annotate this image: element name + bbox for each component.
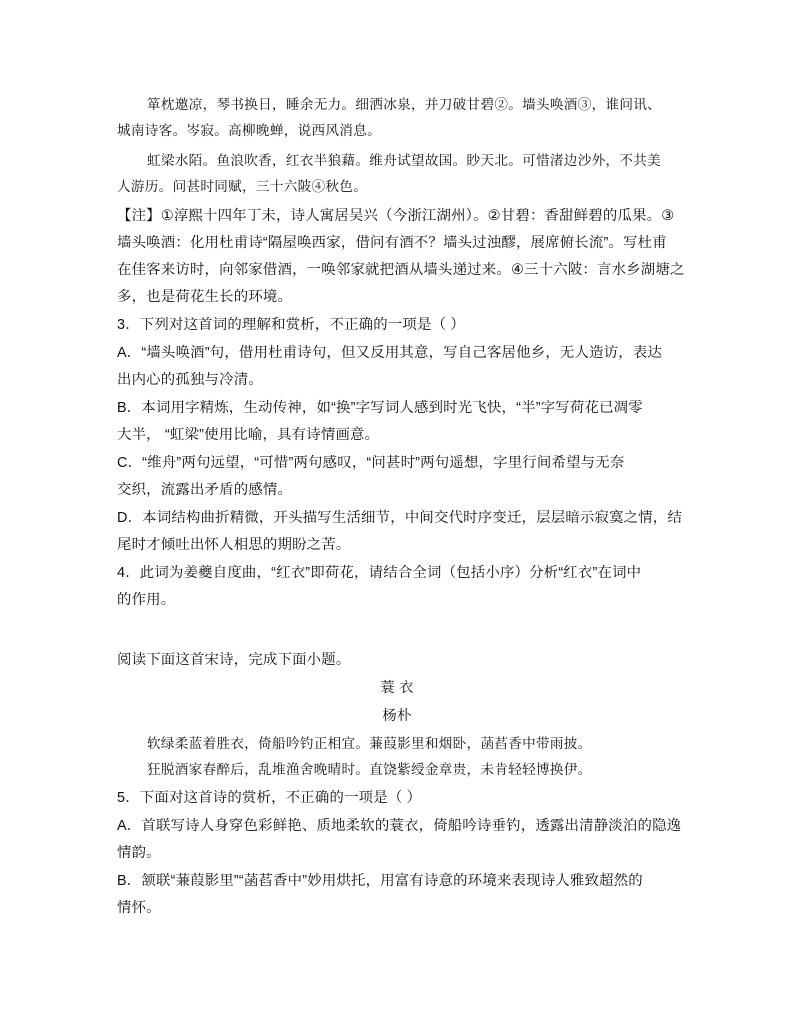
q5-option-b-line2: 情怀。	[117, 900, 161, 916]
poem1-stanza1-line1: 箪枕邀凉，琴书换日，睡余无力。细洒冰泉，并刀破甘碧②。墙头唤酒③，谁问讯、	[147, 97, 662, 113]
q3-option-a-line1: A．“墙头唤酒”句，借用杜甫诗句，但又反用其意，写自己客居他乡，无人造访，表达	[117, 345, 663, 361]
q5-option-a-line2: 情韵。	[117, 845, 161, 861]
poem1-stanza1-line2: 城南诗客。岑寂。高柳晚蝉，说西风消息。	[117, 123, 381, 139]
q4-line1: 4．此词为姜夔自度曲，“红衣”即荷花，请结合全词（包括小序）分析“红衣”在词中	[117, 565, 642, 581]
poem1-stanza2-line1: 虹梁水陌。鱼浪吹香，红衣半狼藉。维舟试望故国。眇天北。可惜渚边沙外，不共美	[147, 153, 662, 169]
q3-option-d-line1: D．本词结构曲折精微，开头描写生活细节，中间交代时序变迁，层层暗示寂寞之情，结	[117, 510, 683, 526]
q5-option-a-line1: A．首联写诗人身穿色彩鲜艳、质地柔软的蓑衣，倚船吟诗垂钓，透露出清静淡泊的隐逸	[117, 818, 682, 834]
q3-option-c-line1: C．“维舟”两句远望，“可惜”两句感叹，“问甚时”两句遥想，字里行间希望与无奈	[117, 455, 625, 471]
q5-option-b-line1: B．颔联“蒹葭影里”“菡萏香中”妙用烘托，用富有诗意的环境来表现诗人雅致超然的	[117, 873, 643, 889]
q3-option-b-line2: 大半， “虹梁”使用比喻，具有诗情画意。	[117, 427, 380, 443]
q3-option-a-line2: 出内心的孤独与冷清。	[117, 372, 263, 388]
poem2-author: 杨朴	[382, 708, 412, 724]
note-line-3: 在佳客来访时，向邻家借酒，一唤邻家就把酒从墙头递过来。④三十六陂：言水乡湖塘之	[117, 262, 685, 278]
note-line-2: 墙头唤酒：化用杜甫诗“隔屋唤西家，借问有酒不？墙头过浊醪，展席俯长流”。写杜甫	[117, 235, 667, 251]
poem2-title: 蓑 衣	[380, 680, 414, 696]
q3-stem: 3．下列对这首词的理解和赏析，不正确的一项是（ ）	[117, 317, 465, 333]
q3-option-d-line2: 尾时才倾吐出怀人相思的期盼之苦。	[117, 537, 351, 553]
q3-option-b-line1: B．本词用字精炼，生动传神，如“换”字写词人感到时光飞快，“半”字写荷花已凋零	[117, 400, 643, 416]
section2-intro: 阅读下面这首宋诗，完成下面小题。	[117, 652, 351, 668]
note-line-1: 【注】①淳熙十四年丁未，诗人寓居吴兴（今浙江湖州）。②甘碧：香甜鲜碧的瓜果。③	[117, 208, 675, 224]
poem1-stanza2-line2: 人游历。问甚时同赋，三十六陂④秋色。	[117, 179, 368, 195]
q4-line2: 的作用。	[117, 592, 176, 608]
q5-stem: 5．下面对这首诗的赏析，不正确的一项是（ ）	[117, 790, 422, 806]
note-line-4: 多，也是荷花生长的环境。	[117, 289, 293, 305]
q3-option-c-line2: 交织，流露出矛盾的感情。	[117, 482, 293, 498]
poem2-line1: 软绿柔蓝着胜衣，倚船吟钓正相宜。蒹葭影里和烟卧，菡萏香中带雨披。	[147, 736, 592, 752]
poem2-line2: 狂脱酒家春醉后，乱堆渔舍晚晴时。直饶紫绶金章贵，未肯轻轻博换伊。	[147, 762, 592, 778]
